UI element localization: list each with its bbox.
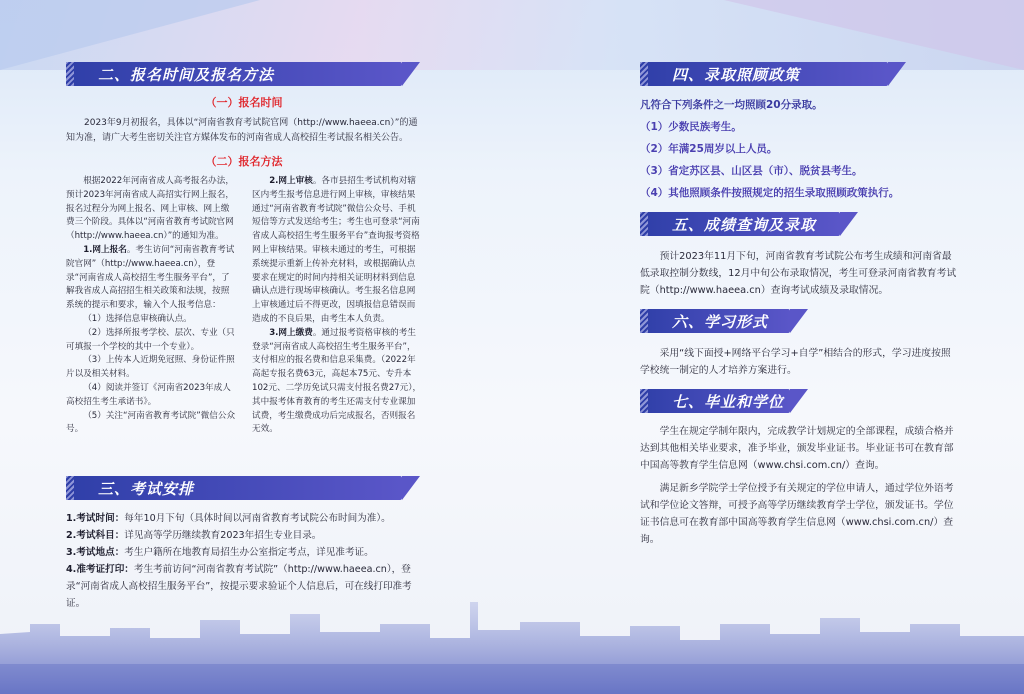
step1-text: 。考生访问“河南省教育考试院官网”（http://www.haeea.cn），登录“河南省成人高校招生考生服务平台”，了解我省成人高招招生相关政策和法规，按照系统的提示和要求，输入个人报考信息： [66,244,235,311]
subheading-registration-time: （一）报名时间 [205,96,283,109]
method-intro: 根据2022年河南省成人高考报名办法，预计2023年河南省成人高招实行网上报名，报名过程分为网上报名、网上审核、网上缴费三个阶段。具体以“河南省教育考试院官网（http://www.haeea.cn）”的通知为准。 [66,176,234,242]
section-title: 三、考试安排 [98,479,195,498]
score-query-text: 预计2023年11月下旬，河南省教育考试院公布考生成绩和河南省最低录取控制分数线，12月中旬公布录取情况，考生可登录河南省教育考试院（http://www.haeea.cn）查询考试成绩及录取情况。 [640,251,957,296]
list-item: （3）上传本人近期免冠照、身份证件照片以及相关材料。 [66,355,235,380]
step3-text: 。通过报考资格审核的考生登录“河南省成人高校招生考生服务平台”，支付相应的报名费和信息采集费。（2022年高起专报名费63元，高起本75元、专升本102元、二学历免试只需支付报名费27元），其中报考体育教育的考生还需支付专业课加试费，考生缴费成功后完成报名，否则报名无效。 [252,327,422,435]
exam-items [66,510,422,612]
step2-text: 。各市县招生考试机构对辖区内考生报考信息进行网上审核，审核结果通过“河南省教育考试院”微信公众号、手机短信等方式发送给考生；考生也可登录“河南省成人高校招生考生服务平台”查询报考资格网上审核结果。审核未通过的考生，可根据系统提示重新上传补充材料，或根据确认点要求在规定的时间内持相关证明材料到信息确认点进行现场审核确认。考生报名信息网上审核通过后不得更改，因填报信息错误而造成的不良后果，由考生本人负责。 [252,176,420,324]
list-item: （5）关注“河南省教育考试院”微信公众号。 [66,410,236,435]
section-title: 七、毕业和学位 [672,392,785,411]
step2-title: 2.网上审核 [269,176,313,186]
section-banner-7 [640,389,958,413]
exam-item-label: 3.考试地点： [66,547,125,558]
study-form-text: 采用“线下面授+网络平台学习+自学”相结合的形式，学习进度按照学校统一制定的人才培养方案进行。 [640,348,951,376]
list-item: （1）选择信息审核确认点。 [83,313,192,324]
step2-paragraph [252,175,422,327]
section-title: 五、成绩查询及录取 [672,215,817,234]
exam-item [66,527,422,544]
section-banner-2 [66,62,422,86]
policy-item: （3）省定苏区县、山区县（市）、脱贫县考生。 [640,165,863,177]
exam-item-text: 考生考前访问“河南省教育考试院”（http://www.haeea.cn），登录“河南省成人高校招生服务平台”，按提示要求验证个人信息后，可在线打印准考证。 [66,564,412,609]
section-exam-arrangement [66,476,422,612]
degree-text: 满足新乡学院学士学位授予有关规定的学位申请人，通过学位外语考试和学位论文答辩，可授予高等学历继续教育学士学位，颁发证书。学位证书信息可在教育部中国高等教育学生信息网（www.chsi.com.cn/）查询。 [640,483,954,545]
list-item: （2）选择所报考学校、层次、专业（只可填报一个学校的其中一个专业）。 [66,327,235,352]
exam-item-label: 4.准考证打印： [66,564,134,575]
section-title: 六、学习形式 [672,312,769,331]
section-title: 二、报名时间及报名方法 [98,65,275,84]
exam-item-text: 考生户籍所在地教育局招生办公室指定考点，详见准考证。 [124,547,374,558]
step3-title: 3.网上缴费 [269,327,313,338]
exam-item [66,544,422,561]
exam-item [66,561,422,612]
exam-item-label: 1.考试时间： [66,513,125,524]
decor-triangle-left [0,0,260,70]
step1-title: 1.网上报名 [83,244,127,255]
section-banner-3 [66,476,422,500]
policy-item: （4）其他照顾条件按照规定的招生录取照顾政策执行。 [640,187,900,199]
method-column-2 [252,175,422,437]
list-item: （4）阅读并签订《河南省2023年成人高校招生考生承诺书》。 [66,382,231,407]
exam-item-text: 详见高等学历继续教育2023年招生专业目录。 [124,530,322,541]
section-banner-5 [640,212,958,236]
exam-item-label: 2.考试科目： [66,530,125,541]
step1-paragraph [66,244,236,313]
section-banner-6 [640,309,958,333]
left-panel [66,62,422,437]
section-banner-4 [640,62,958,86]
policy-item: （1）少数民族考生。 [640,121,742,133]
right-panel [640,62,958,548]
method-column-1 [66,175,236,437]
policy-item: （2）年满25周岁以上人员。 [640,143,778,155]
section-title: 四、录取照顾政策 [672,65,801,84]
exam-item-text: 每年10月下旬（具体时间以河南省教育考试院公布时间为准）。 [124,513,391,524]
step3-paragraph [252,327,422,437]
subheading-registration-method: （二）报名方法 [205,155,283,168]
decor-triangle-right [724,0,1024,70]
exam-item [66,510,422,527]
graduation-text: 学生在规定学制年限内，完成教学计划规定的全部课程，成绩合格并达到其他相关毕业要求，准予毕业，颁发毕业证书。毕业证书可在教育部中国高等教育学生信息网（www.chsi.com.cn/）查询。 [640,426,954,471]
method-columns [66,175,422,437]
registration-time-text: 2023年9月初报名，具体以“河南省教育考试院官网（http://www.haeea.cn）”的通知为准，请广大考生密切关注官方媒体发布的河南省成人高校招生考试报名相关公告。 [66,118,418,143]
policy-list [640,94,958,204]
policy-intro: 凡符合下列条件之一均照顾20分录取。 [640,99,823,111]
